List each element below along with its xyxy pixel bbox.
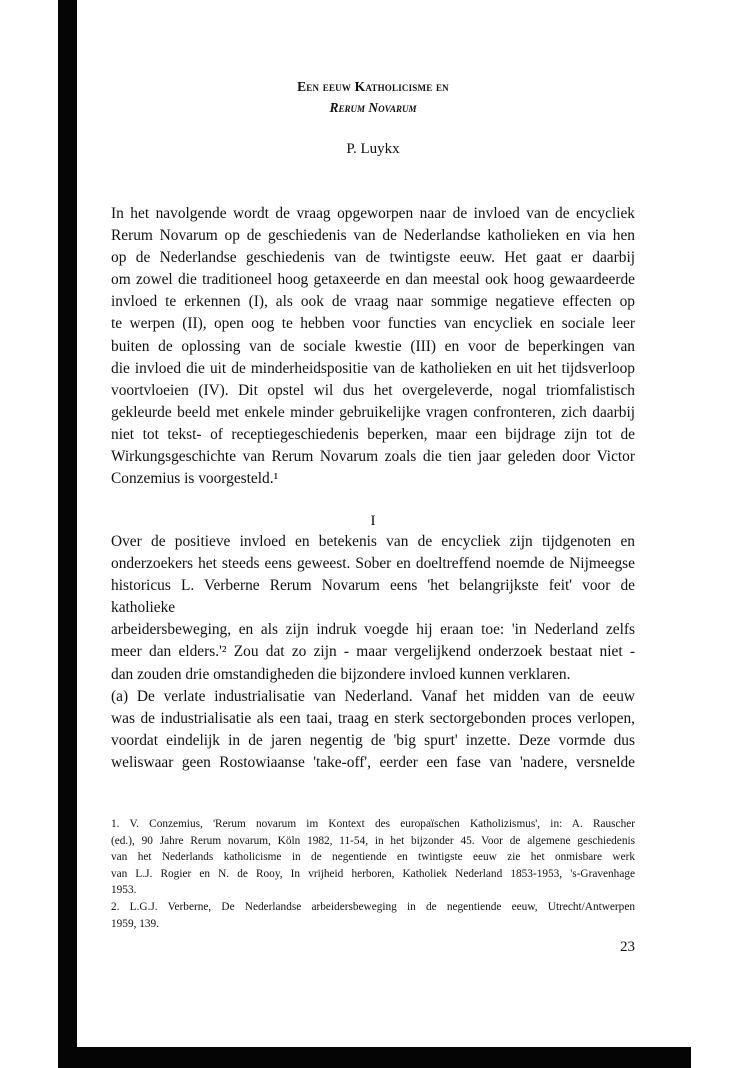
- text-line: niet tot tekst- of receptiegeschiedenis beperken, maar een bijdrage zijn tot de: [111, 425, 635, 443]
- section-1-paragraph: [111, 531, 635, 774]
- title-line-1: Een eeuw Katholicisme en: [297, 79, 449, 94]
- document-page: [111, 0, 635, 1040]
- footnote-line: 1959, 139.: [111, 917, 160, 930]
- title-line-2: Rerum Novarum: [329, 100, 417, 115]
- page-number: 23: [620, 939, 635, 955]
- text-line: was de industrialisatie als een taai, traag en sterk sectorgebonden proces verlopen,: [111, 709, 635, 727]
- text-line: weliswaar geen Rostowiaanse 'take-off', eerder een fase van 'nadere, versnelde: [111, 753, 635, 771]
- footnote-line: 2. L.G.J. Verberne, De Nederlandse arbeidersbeweging in de negentiende eeuw, Utrecht/Antwerpen: [111, 900, 635, 913]
- text-line: buiten de oplossing van de sociale kwestie (III) en voor de beperkingen van: [111, 337, 635, 355]
- section-heading: I: [370, 513, 376, 529]
- text-line: te werpen (II), open oog te hebben voor functies van encycliek en sociale leer: [111, 315, 635, 333]
- author-name: P. Luykx: [346, 141, 400, 157]
- text-line: die invloed die uit de minderheidspositie van de katholieken en uit het tijdsverloop: [111, 359, 635, 377]
- text-line: historicus L. Verberne Rerum Novarum eens 'het belangrijkste feit' voor de katholieke: [111, 577, 635, 617]
- text-line: arbeidersbeweging, en als zijn indruk voegde hij eraan toe: 'in Nederland zelfs: [111, 621, 635, 639]
- text-line: In het navolgende wordt de vraag opgeworpen naar de invloed van de encycliek: [111, 205, 635, 222]
- text-line: meer dan elders.'² Zou dat zo zijn - maar vergelijkend onderzoek bestaat niet -: [111, 643, 635, 661]
- text-line: Conzemius is voorgesteld.¹: [111, 470, 279, 488]
- footnote-line: (ed.), 90 Jahre Rerum novarum, Köln 1982, 11-54, in het bijzonder 45. Voor de algemene geschiedenis: [111, 834, 635, 847]
- scan-border-bottom: [58, 1047, 691, 1068]
- footnote-line: 1953.: [111, 884, 137, 897]
- text-line: op de Nederlandse geschiedenis van de twintigste eeuw. Het gaat er daarbij: [111, 249, 635, 267]
- text-line: invloed te erkennen (I), als ook de vraag naar sommige negatieve effecten op: [111, 293, 635, 311]
- text-line: gekleurde beeld met enkele minder gebruikelijke vragen confronteren, zich daarbij: [111, 403, 635, 421]
- text-line: (a) De verlate industrialisatie van Nederland. Vanaf het midden van de eeuw: [111, 687, 635, 705]
- footnote-line: 1. V. Conzemius, 'Rerum novarum im Kontext des europaïschen Katholizismus', in: A. Rauscher: [111, 818, 635, 830]
- text-line: onderzoekers het steeds eens geweest. Sober en doeltreffend noemde de Nijmeegse: [111, 555, 635, 573]
- text-line: om zowel die traditioneel hoog getaxeerde en dan meestal ook hoog gewaardeerde: [111, 271, 635, 289]
- article-title: [111, 76, 635, 118]
- scan-border-left: [58, 0, 77, 1068]
- text-line: Wirkungsgeschichte van Rerum Novarum zoals die tien jaar geleden door Victor: [111, 448, 635, 466]
- text-line: Rerum Novarum op de geschiedenis van de Nederlandse katholieken en via hen: [111, 227, 635, 245]
- footnote-line: van L.J. Rogier en N. de Rooy, In vrijheid herboren, Katholiek Nederland 1853-1953, 's-Gravenhage: [111, 867, 635, 880]
- footnotes: [111, 816, 635, 932]
- text-line: voordat eindelijk in de jaren negentig de 'big spurt' inzette. Deze vormde dus: [111, 731, 635, 749]
- intro-paragraph: [111, 203, 635, 490]
- text-line: voortvloeien (IV). Dit opstel wil dus het overgeleverde, nogal triomfalistisch: [111, 381, 635, 399]
- text-line: Over de positieve invloed en betekenis van de encycliek zijn tijdgenoten en: [111, 533, 635, 550]
- text-line: dan zouden drie omstandigheden die bijzondere invloed kunnen verklaren.: [111, 665, 571, 683]
- footnote-line: van het Nederlands katholicisme in de negentiende en twintigste eeuw zie het onmisbare werk: [111, 851, 635, 864]
